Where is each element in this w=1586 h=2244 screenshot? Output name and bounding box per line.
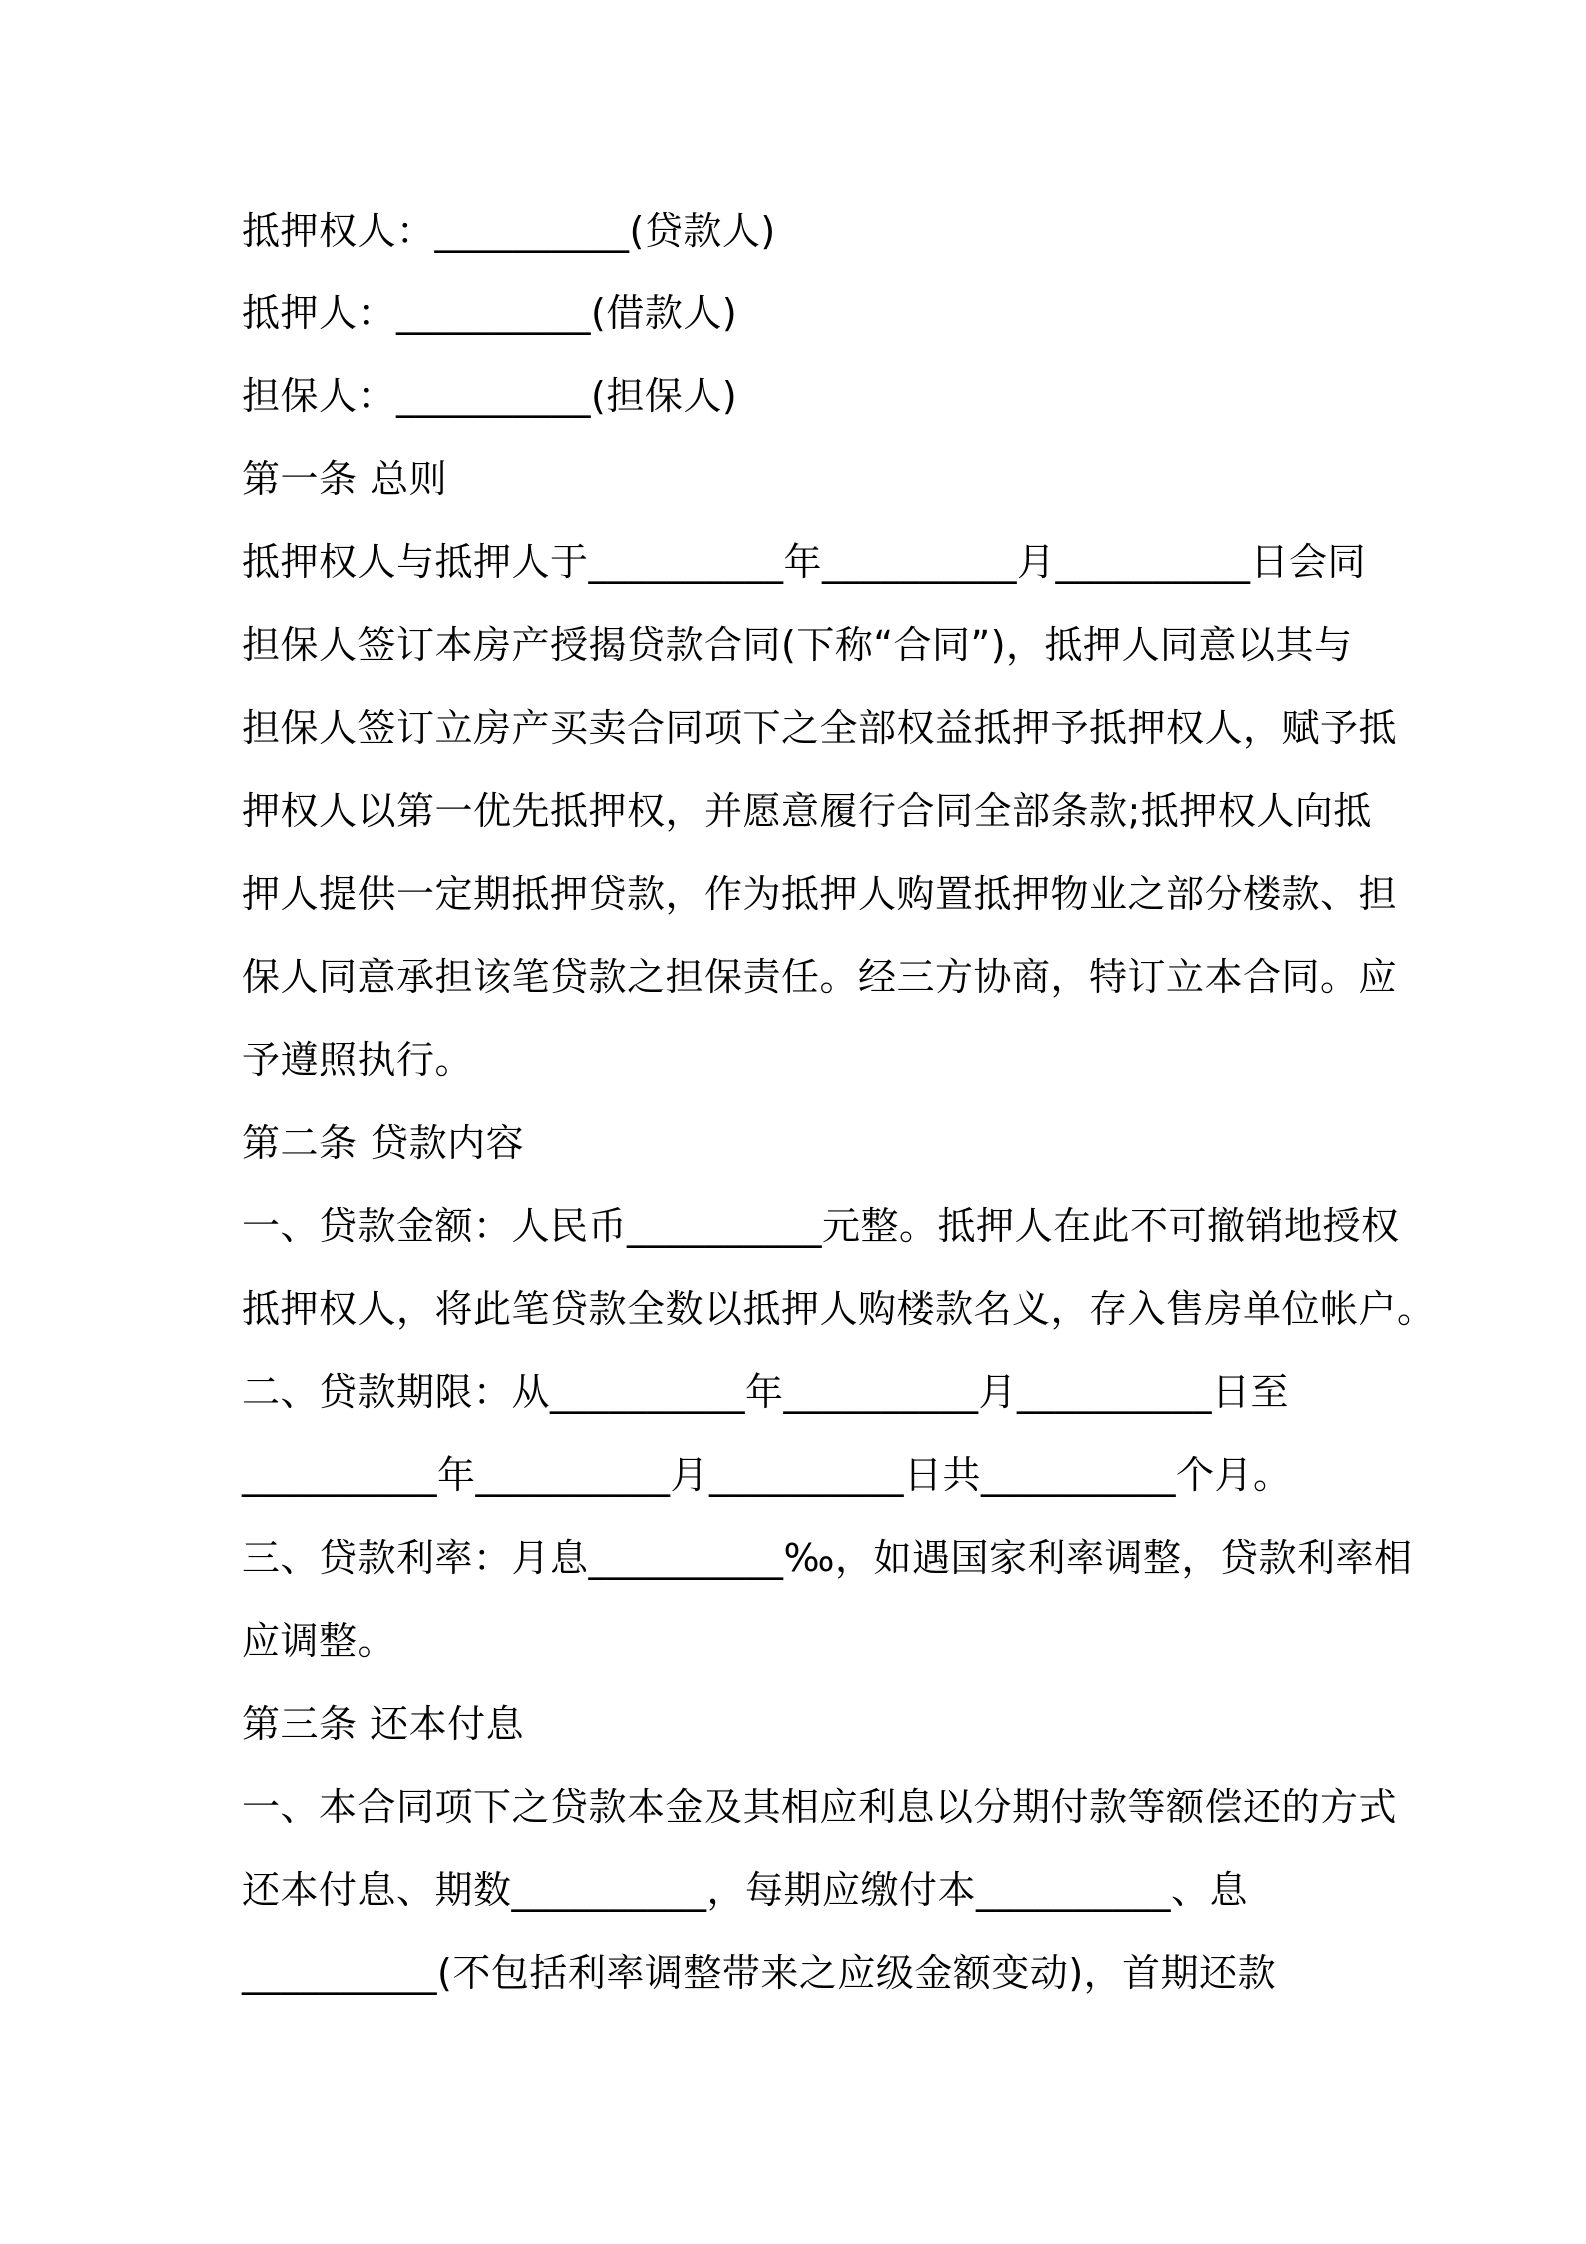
article-1-text-line: 担保人签订立房产买卖合同项下之全部权益抵押予抵押权人，赋予抵: [242, 706, 1398, 750]
loan-term-line: 二、贷款期限：从__________年__________月__________日至: [242, 1370, 1290, 1414]
article-2-heading: 第二条 贷款内容: [242, 1121, 525, 1165]
loan-term-line: __________年__________月__________日共__________个月。: [242, 1453, 1292, 1497]
article-1-text-line: 押人提供一定期抵押贷款，作为抵押人购置抵押物业之部分楼款、担: [242, 872, 1398, 916]
article-3-heading: 第三条 还本付息: [242, 1702, 525, 1746]
repayment-line: __________(不包括利率调整带来之应级金额变动)，首期还款: [242, 1951, 1277, 1995]
article-1-heading: 第一条 总则: [242, 457, 448, 501]
article-1-text-line: 押权人以第一优先抵押权，并愿意履行合同全部条款;抵押权人向抵: [242, 789, 1372, 833]
loan-rate-line: 三、贷款利率：月息__________‰，如遇国家利率调整，贷款利率相: [242, 1536, 1413, 1580]
article-1-text-line: 予遵照执行。: [242, 1038, 474, 1082]
repayment-line: 一、本合同项下之贷款本金及其相应利息以分期付款等额偿还的方式: [242, 1785, 1398, 1829]
loan-rate-line: 应调整。: [242, 1619, 397, 1663]
mortgagor-line: 抵押人：__________(借款人): [242, 291, 738, 335]
article-1-text-line: 抵押权人与抵押人于__________年__________月__________日会同: [242, 540, 1367, 584]
guarantor-line: 担保人：__________(担保人): [242, 374, 738, 418]
repayment-line: 还本付息、期数__________，每期应缴付本__________、息: [242, 1868, 1249, 1912]
loan-amount-line: 抵押权人，将此笔贷款全数以抵押人购楼款名义，存入售房单位帐户。: [242, 1287, 1436, 1331]
article-1-text-line: 担保人签订本房产授揭贷款合同(下称“合同”)，抵押人同意以其与: [242, 623, 1353, 667]
mortgagee-line: 抵押权人：__________(贷款人): [242, 209, 776, 253]
article-1-text-line: 保人同意承担该笔贷款之担保责任。经三方协商，特订立本合同。应: [242, 955, 1398, 999]
loan-amount-line: 一、贷款金额：人民币__________元整。抵押人在此不可撤销地授权: [242, 1204, 1400, 1248]
